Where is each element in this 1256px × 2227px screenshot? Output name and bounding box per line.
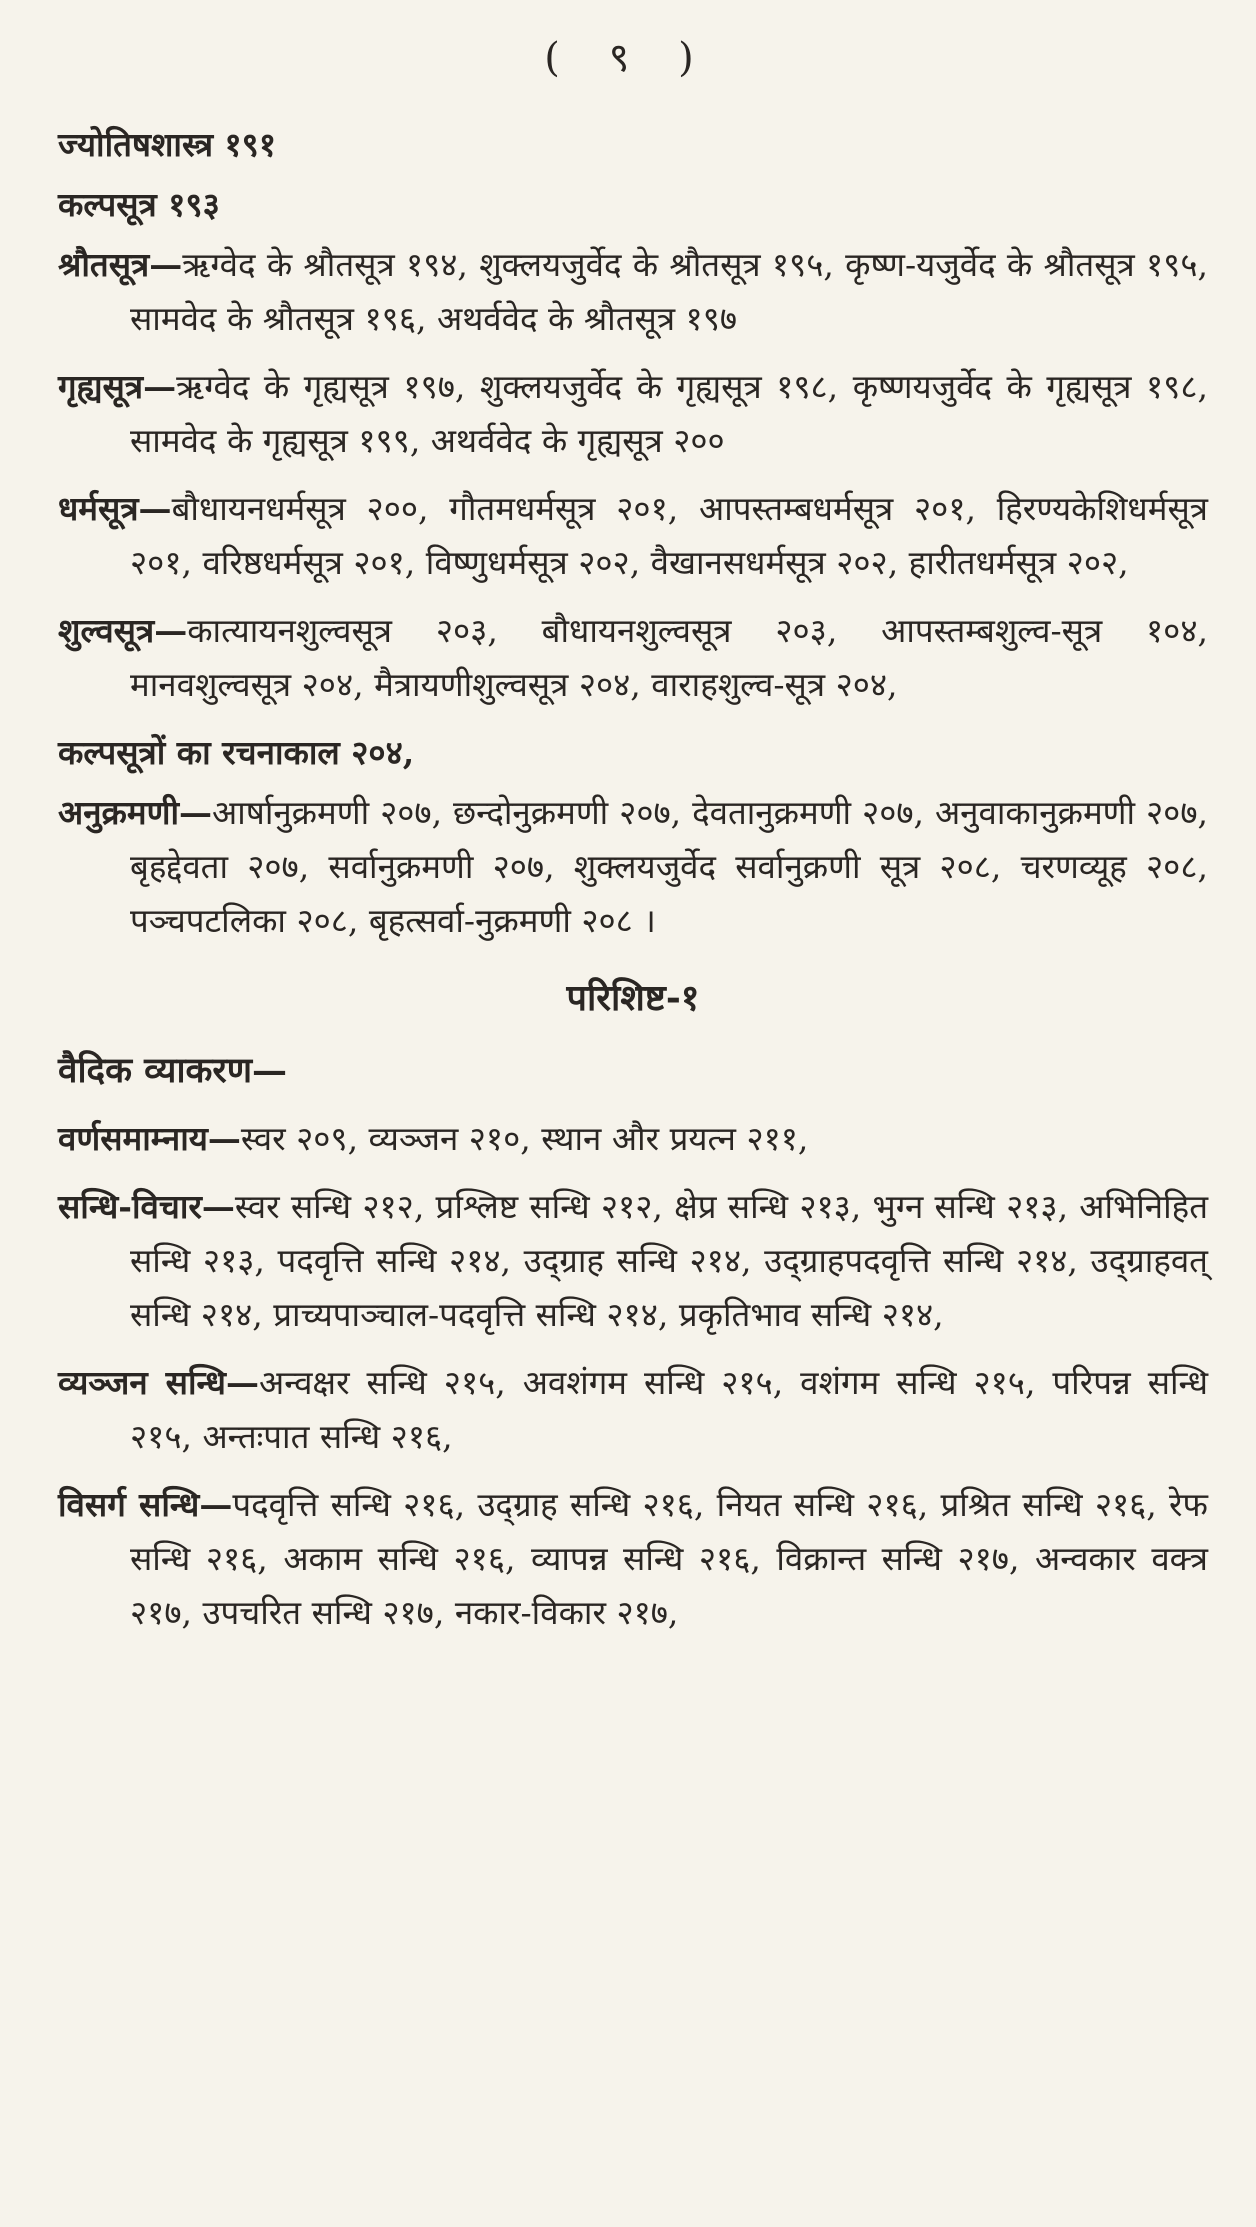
index-entry xyxy=(58,1356,1208,1464)
entries-bottom xyxy=(58,1112,1208,1640)
entry-heading: विसर्ग सन्धि— xyxy=(58,1485,233,1524)
entry-heading: ज्योतिषशास्त्र १९१ xyxy=(58,125,277,164)
contents-list xyxy=(58,118,1208,1654)
index-entry xyxy=(58,726,1208,780)
index-entry xyxy=(58,482,1208,590)
index-entry xyxy=(58,178,1208,232)
index-entry xyxy=(58,786,1208,948)
entry-text: स्वर २०९, व्यञ्जन २१०, स्थान और प्रयत्न २११, xyxy=(240,1119,809,1158)
entry-text: ऋग्वेद के गृह्यसूत्र १९७, शुक्लयजुर्वेद के गृह्यसूत्र १९८, कृष्णयजुर्वेद के गृह्यसूत्र १९८, सामवेद के गृह्यसूत्र १९९, अथर्ववेद के गृह्यसूत्र २०० xyxy=(130,367,1208,460)
entry-heading: गृह्यसूत्र— xyxy=(58,367,177,406)
entry-heading: सन्धि-विचार— xyxy=(58,1187,235,1226)
entry-heading: श्रौतसूत्र— xyxy=(58,245,183,284)
entry-heading: शुल्वसूत्र— xyxy=(58,611,188,650)
entry-text: बौधायनधर्मसूत्र २००, गौतमधर्मसूत्र २०१, आपस्तम्बधर्मसूत्र २०१, हिरण्यकेशिधर्मसूत्र २०१, वरिष्ठधर्मसूत्र २०१, विष्णुधर्मसूत्र २०२, वैखानसधर्मसूत्र २०२, हारीतधर्मसूत्र २०२, xyxy=(130,489,1208,582)
entry-text: पदवृत्ति सन्धि २१६, उद्ग्राह सन्धि २१६, नियत सन्धि २१६, प्रश्रित सन्धि २१६, रेफ सन्धि २१६, अकाम सन्धि २१६, व्यापन्न सन्धि २१६, विक्रान्त सन्धि २१७, अन्वकार वक्त्र २१७, उपचरित सन्धि २१७, नकार-विकार २१७, xyxy=(130,1485,1208,1632)
entry-heading: व्यञ्जन सन्धि— xyxy=(58,1363,259,1402)
entry-text: कात्यायनशुल्वसूत्र २०३, बौधायनशुल्वसूत्र २०३, आपस्तम्बशुल्व-सूत्र १०४, मानवशुल्वसूत्र २०४, मैत्रायणीशुल्वसूत्र २०४, वाराहशुल्व-सूत्र २०४, xyxy=(130,611,1208,704)
index-entry xyxy=(58,118,1208,172)
entry-heading: कल्पसूत्रों का रचनाकाल २०४, xyxy=(58,733,415,772)
entry-heading: अनुक्रमणी— xyxy=(58,793,213,832)
index-entry xyxy=(58,1112,1208,1166)
index-entry xyxy=(58,604,1208,712)
entry-text: स्वर सन्धि २१२, प्रश्लिष्ट सन्धि २१२, क्षेप्र सन्धि २१३, भुग्न सन्धि २१३, अभिनिहित सन्धि २१३, पदवृत्ति सन्धि २१४, उद्ग्राह सन्धि २१४, उद्ग्राहपदवृत्ति सन्धि २१४, उद्ग्राहवत् सन्धि २१४, प्राच्यपाञ्चाल-पदवृत्ति सन्धि २१४, प्रकृतिभाव सन्धि २१४, xyxy=(130,1187,1208,1334)
entry-heading: वर्णसमाम्नाय— xyxy=(58,1119,241,1158)
index-entry xyxy=(58,1180,1208,1342)
section-heading: वैदिक व्याकरण— xyxy=(58,1050,288,1091)
index-entry xyxy=(58,238,1208,346)
index-entry xyxy=(58,1478,1208,1640)
entry-text: आर्षानुक्रमणी २०७, छन्दोनुक्रमणी २०७, देवतानुक्रमणी २०७, अनुवाकानुक्रमणी २०७, बृहद्देवता २०७, सर्वानुक्रमणी २०७, शुक्लयजुर्वेद सर्वानुक्रणी सूत्र २०८, चरणव्यूह २०८, पञ्चपटलिका २०८, बृहत्सर्वा-नुक्रमणी २०८ । xyxy=(130,793,1208,940)
entry-heading: कल्पसूत्र १९३ xyxy=(58,185,220,224)
entry-heading: धर्मसूत्र— xyxy=(58,489,172,528)
index-entry xyxy=(58,360,1208,468)
page-number: ( ९ ) xyxy=(544,35,712,81)
entries-top xyxy=(58,118,1208,948)
entry-text: ऋग्वेद के श्रौतसूत्र १९४, शुक्लयजुर्वेद के श्रौतसूत्र १९५, कृष्ण-यजुर्वेद के श्रौतसूत्र १९५, सामवेद के श्रौतसूत्र १९६, अथर्ववेद के श्रौतसूत्र १९७ xyxy=(130,245,1208,338)
appendix-heading: परिशिष्ट-१ xyxy=(566,977,700,1019)
entry-text: अन्वक्षर सन्धि २१५, अवशंगम सन्धि २१५, वशंगम सन्धि २१५, परिपन्न सन्धि २१५, अन्तःपात सन्धि २१६, xyxy=(130,1363,1208,1456)
